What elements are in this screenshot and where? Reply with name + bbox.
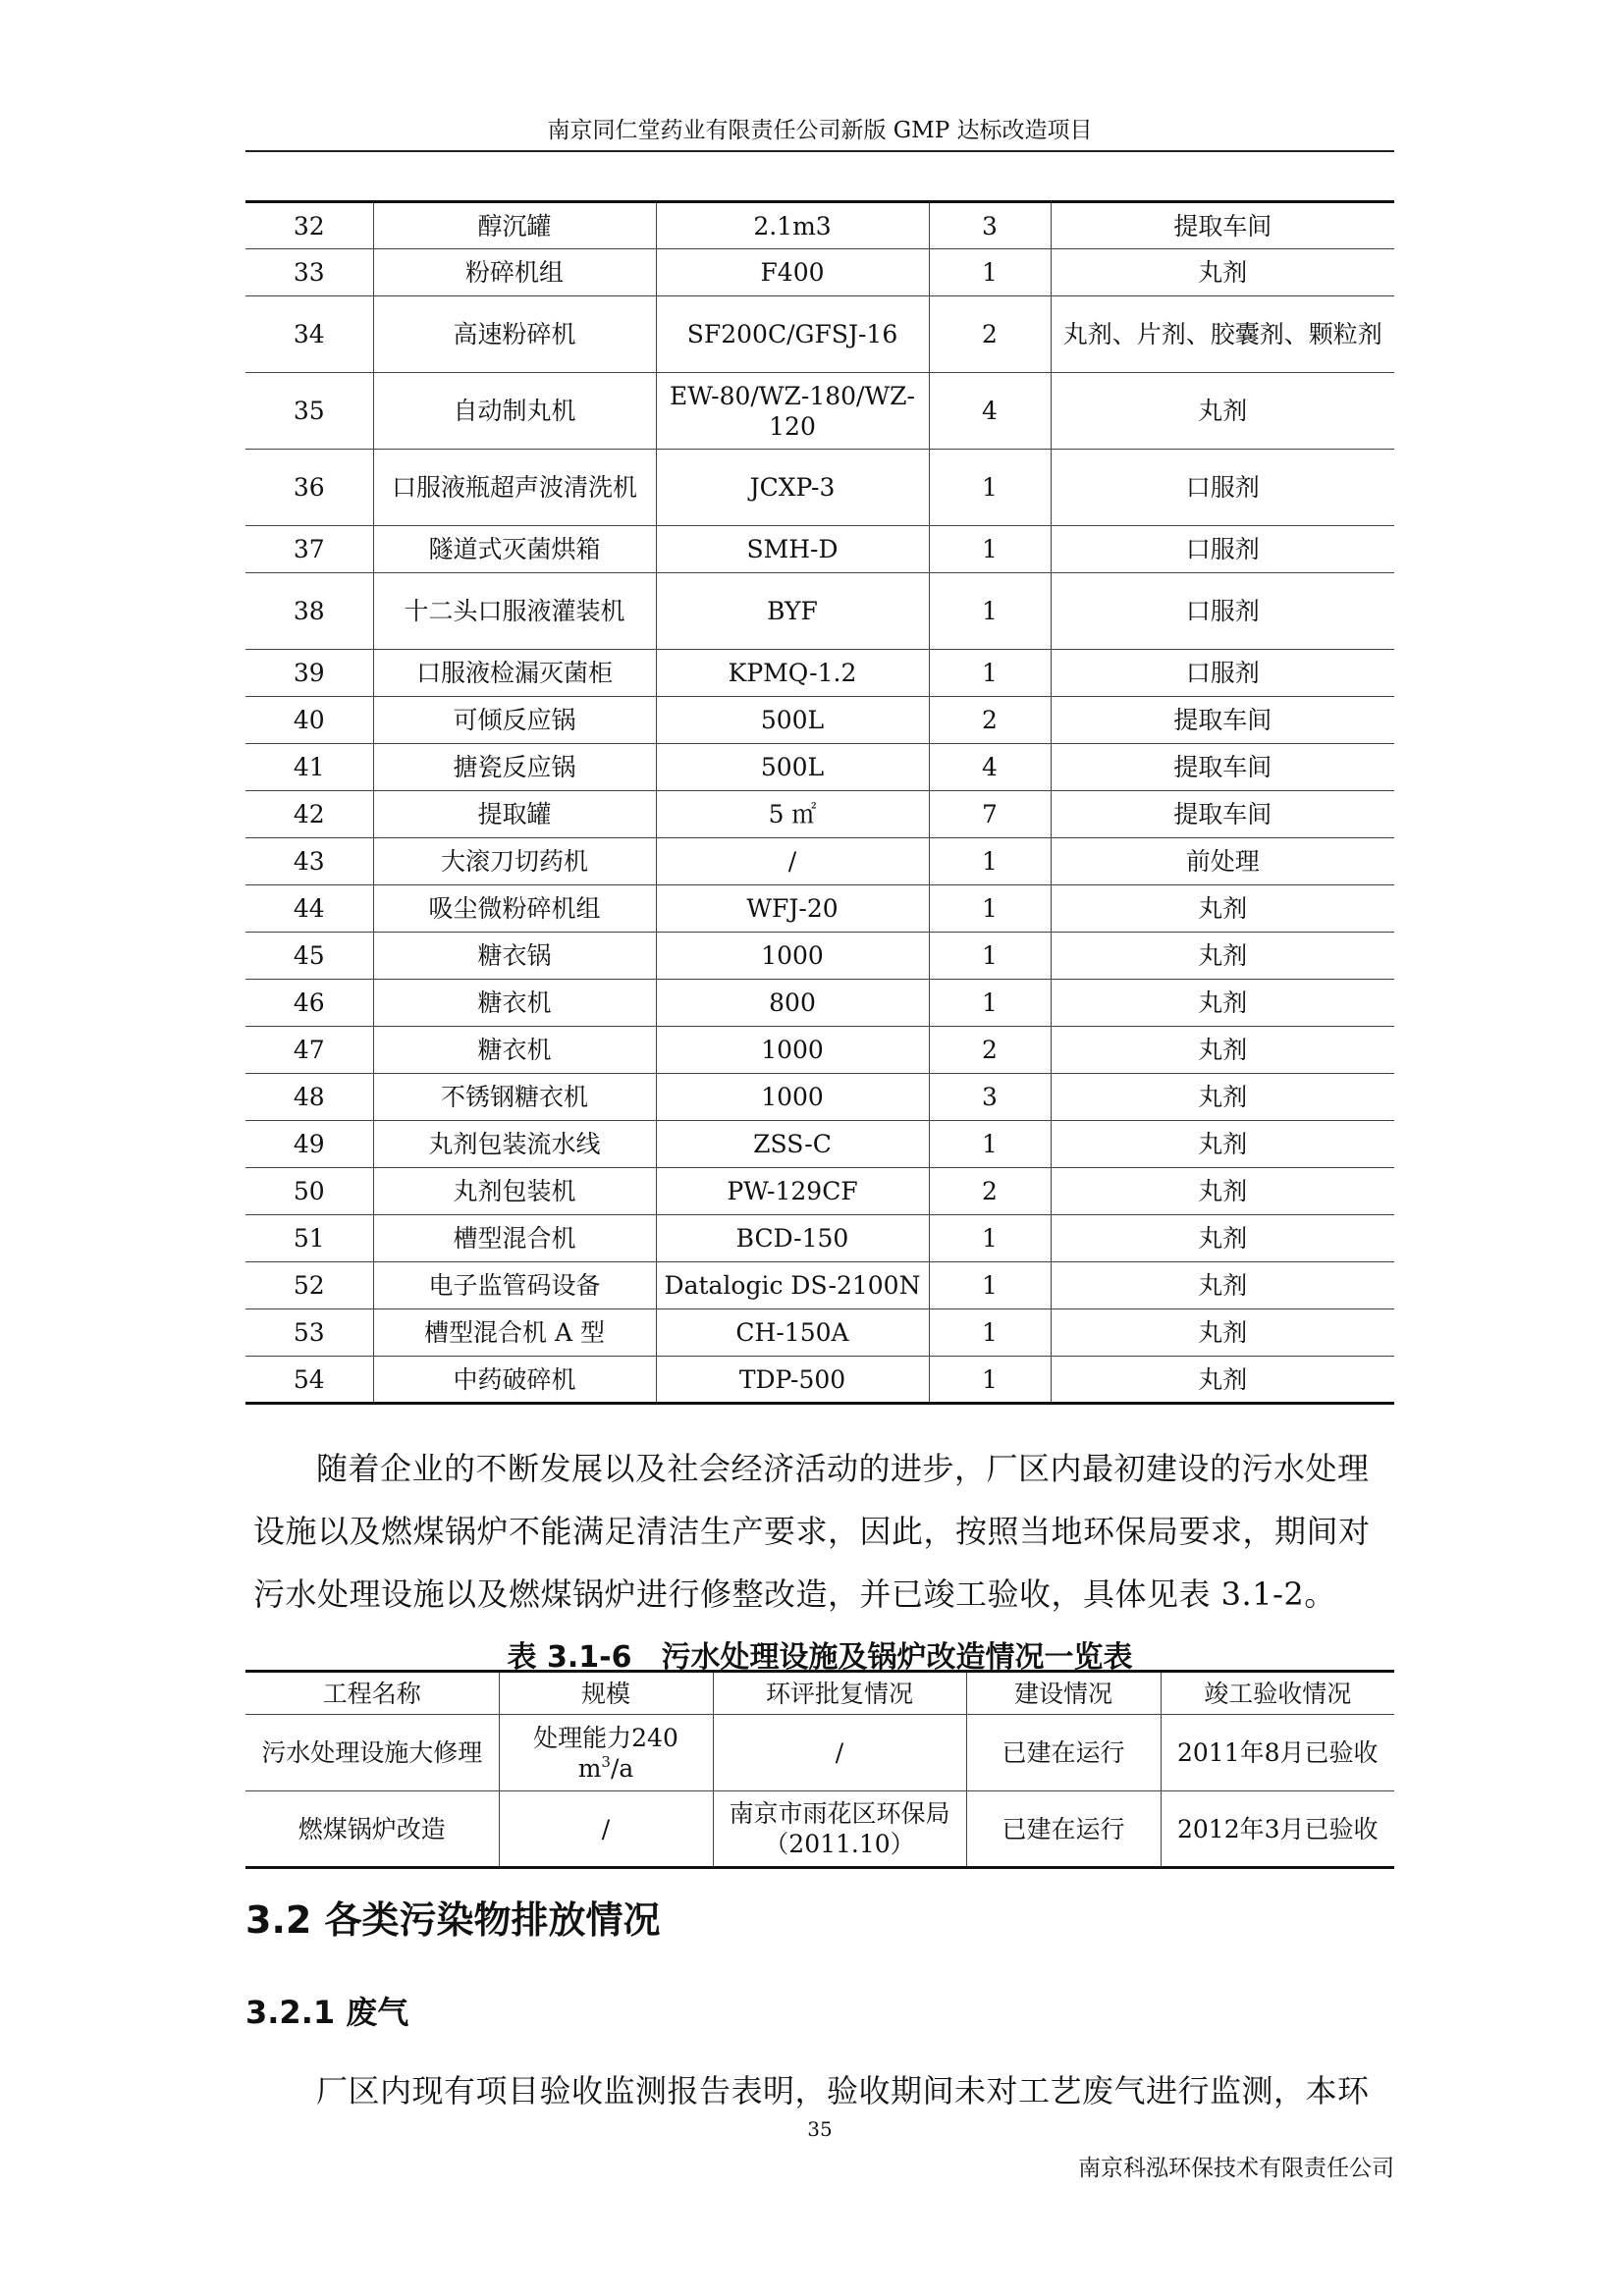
cell-equipment-name: 槽型混合机 — [373, 1215, 656, 1262]
cell-equipment-name: 口服液检漏灭菌柜 — [373, 650, 656, 697]
cell-quantity: 3 — [929, 202, 1051, 249]
cell-model: Datalogic DS-2100N — [656, 1262, 929, 1309]
cell-number: 41 — [245, 744, 373, 791]
table-row — [245, 249, 1394, 296]
cell-usage: 丸剂、片剂、胶囊剂、颗粒剂 — [1051, 296, 1394, 373]
cell-equipment-name: 大滚刀切药机 — [373, 838, 656, 885]
cell-number: 51 — [245, 1215, 373, 1262]
cell-model: 5 ㎡ — [656, 791, 929, 838]
cell-equipment-name: 粉碎机组 — [373, 249, 656, 296]
cell-eia-approval: 南京市雨花区环保局（2011.10） — [713, 1791, 966, 1868]
table-row — [245, 791, 1394, 838]
table-row — [245, 1074, 1394, 1121]
table-row — [245, 697, 1394, 744]
cell-number: 49 — [245, 1121, 373, 1168]
table-row — [245, 1309, 1394, 1357]
scale-capacity-text: 处理能力240 — [533, 1723, 678, 1752]
table-row — [245, 1027, 1394, 1074]
cell-number: 43 — [245, 838, 373, 885]
cell-quantity: 1 — [929, 450, 1051, 526]
cell-construction-status: 已建在运行 — [966, 1791, 1161, 1868]
cell-model: 1000 — [656, 933, 929, 980]
cell-equipment-name: 自动制丸机 — [373, 373, 656, 450]
cell-equipment-name: 提取罐 — [373, 791, 656, 838]
cell-equipment-name: 槽型混合机 A 型 — [373, 1309, 656, 1357]
cell-model: 1000 — [656, 1074, 929, 1121]
table-caption: 表 3.1-6 污水处理设施及锅炉改造情况一览表 — [507, 1640, 1133, 1675]
cell-number: 39 — [245, 650, 373, 697]
cell-usage: 提取车间 — [1051, 202, 1394, 249]
table-row — [245, 744, 1394, 791]
table-row — [245, 1215, 1394, 1262]
table-row — [245, 1715, 1394, 1791]
cell-quantity: 2 — [929, 1168, 1051, 1215]
cell-usage: 丸剂 — [1051, 1215, 1394, 1262]
cell-scale: / — [499, 1791, 713, 1868]
cell-model: KPMQ-1.2 — [656, 650, 929, 697]
cell-project-name: 污水处理设施大修理 — [245, 1715, 499, 1791]
cell-quantity: 3 — [929, 1074, 1051, 1121]
cell-usage: 提取车间 — [1051, 791, 1394, 838]
table-row — [245, 373, 1394, 450]
cell-quantity: 1 — [929, 1262, 1051, 1309]
cell-eia-approval: / — [713, 1715, 966, 1791]
cell-model: 2.1m3 — [656, 202, 929, 249]
page-header: 南京同仁堂药业有限责任公司新版 GMP 达标改造项目 — [547, 118, 1093, 143]
scale-unit-rest: /a — [610, 1753, 634, 1783]
cell-usage: 丸剂 — [1051, 1121, 1394, 1168]
cell-usage: 丸剂 — [1051, 885, 1394, 933]
cell-number: 53 — [245, 1309, 373, 1357]
cell-usage: 丸剂 — [1051, 933, 1394, 980]
header-project-name: 工程名称 — [245, 1672, 499, 1715]
cell-usage: 丸剂 — [1051, 373, 1394, 450]
cell-equipment-name: 口服液瓶超声波清洗机 — [373, 450, 656, 526]
table-row — [245, 573, 1394, 650]
cell-quantity: 4 — [929, 373, 1051, 450]
cell-equipment-name: 丸剂包装机 — [373, 1168, 656, 1215]
table-row — [245, 526, 1394, 573]
table-row — [245, 838, 1394, 885]
cell-usage: 丸剂 — [1051, 1357, 1394, 1404]
cell-model: BCD-150 — [656, 1215, 929, 1262]
cell-usage: 丸剂 — [1051, 1262, 1394, 1309]
cell-equipment-name: 高速粉碎机 — [373, 296, 656, 373]
cell-usage: 丸剂 — [1051, 1027, 1394, 1074]
cell-model: 800 — [656, 980, 929, 1027]
cell-number: 33 — [245, 249, 373, 296]
cell-model: F400 — [656, 249, 929, 296]
page-number: 35 — [807, 2117, 833, 2141]
cell-number: 36 — [245, 450, 373, 526]
cell-usage: 口服剂 — [1051, 450, 1394, 526]
cell-usage: 丸剂 — [1051, 249, 1394, 296]
cell-usage: 丸剂 — [1051, 1074, 1394, 1121]
cell-quantity: 1 — [929, 980, 1051, 1027]
cell-equipment-name: 糖衣机 — [373, 1027, 656, 1074]
cell-usage: 丸剂 — [1051, 1168, 1394, 1215]
cell-quantity: 1 — [929, 885, 1051, 933]
cell-quantity: 1 — [929, 249, 1051, 296]
table-row — [245, 1168, 1394, 1215]
cell-quantity: 2 — [929, 296, 1051, 373]
table-row — [245, 202, 1394, 249]
cell-model: TDP-500 — [656, 1357, 929, 1404]
cell-model: WFJ-20 — [656, 885, 929, 933]
table-row — [245, 980, 1394, 1027]
cell-usage: 前处理 — [1051, 838, 1394, 885]
equipment-table — [245, 200, 1394, 1405]
cell-usage: 提取车间 — [1051, 744, 1394, 791]
cell-model: ZSS-C — [656, 1121, 929, 1168]
table-row — [245, 1121, 1394, 1168]
cell-usage: 丸剂 — [1051, 1309, 1394, 1357]
cell-equipment-name: 中药破碎机 — [373, 1357, 656, 1404]
table-row — [245, 1791, 1394, 1868]
cell-number: 48 — [245, 1074, 373, 1121]
table-row — [245, 933, 1394, 980]
cell-equipment-name: 十二头口服液灌装机 — [373, 573, 656, 650]
cell-number: 37 — [245, 526, 373, 573]
footer-company: 南京科泓环保技术有限责任公司 — [1078, 2156, 1394, 2181]
cell-number: 54 — [245, 1357, 373, 1404]
cell-construction-status: 已建在运行 — [966, 1715, 1161, 1791]
scale-unit-base: m — [577, 1753, 602, 1783]
paragraph-waste-gas: 厂区内现有项目验收监测报告表明，验收期间未对工艺废气进行监测，本环 — [316, 2072, 1370, 2109]
cell-quantity: 4 — [929, 744, 1051, 791]
cell-quantity: 1 — [929, 573, 1051, 650]
cell-model: 500L — [656, 744, 929, 791]
header-rule — [245, 150, 1394, 152]
cell-number: 47 — [245, 1027, 373, 1074]
subsection-heading: 3.2.1 废气 — [245, 1994, 409, 2031]
cell-quantity: 1 — [929, 526, 1051, 573]
cell-equipment-name: 糖衣锅 — [373, 933, 656, 980]
cell-number: 42 — [245, 791, 373, 838]
cell-number: 46 — [245, 980, 373, 1027]
cell-equipment-name: 醇沉罐 — [373, 202, 656, 249]
cell-number: 34 — [245, 296, 373, 373]
cell-quantity: 1 — [929, 933, 1051, 980]
cell-equipment-name: 吸尘微粉碎机组 — [373, 885, 656, 933]
table-row — [245, 296, 1394, 373]
cell-quantity: 1 — [929, 1121, 1051, 1168]
cell-model: CH-150A — [656, 1309, 929, 1357]
cell-equipment-name: 电子监管码设备 — [373, 1262, 656, 1309]
cell-project-name: 燃煤锅炉改造 — [245, 1791, 499, 1868]
cell-acceptance-status: 2011年8月已验收 — [1161, 1715, 1394, 1791]
cell-model: EW-80/WZ-180/WZ-120 — [656, 373, 929, 450]
cell-model: SF200C/GFSJ-16 — [656, 296, 929, 373]
cell-number: 32 — [245, 202, 373, 249]
cell-number: 38 — [245, 573, 373, 650]
cell-equipment-name: 丸剂包装流水线 — [373, 1121, 656, 1168]
equipment-table-body — [245, 202, 1394, 1404]
cell-equipment-name: 搪瓷反应锅 — [373, 744, 656, 791]
scale-unit-exponent: 3 — [601, 1752, 611, 1771]
cell-usage: 提取车间 — [1051, 697, 1394, 744]
table-row — [245, 450, 1394, 526]
cell-quantity: 1 — [929, 650, 1051, 697]
cell-number: 44 — [245, 885, 373, 933]
cell-model: PW-129CF — [656, 1168, 929, 1215]
cell-usage: 丸剂 — [1051, 980, 1394, 1027]
section-heading: 3.2 各类污染物排放情况 — [245, 1898, 661, 1942]
cell-quantity: 1 — [929, 1309, 1051, 1357]
cell-quantity: 7 — [929, 791, 1051, 838]
cell-equipment-name: 不锈钢糖衣机 — [373, 1074, 656, 1121]
cell-usage: 口服剂 — [1051, 650, 1394, 697]
cell-model: / — [656, 838, 929, 885]
cell-number: 40 — [245, 697, 373, 744]
cell-model: SMH-D — [656, 526, 929, 573]
renovation-table-header-row — [245, 1672, 1394, 1715]
cell-model: JCXP-3 — [656, 450, 929, 526]
table-row — [245, 885, 1394, 933]
table-row — [245, 1262, 1394, 1309]
cell-equipment-name: 隧道式灭菌烘箱 — [373, 526, 656, 573]
cell-model: 1000 — [656, 1027, 929, 1074]
header-scale: 规模 — [499, 1672, 713, 1715]
cell-number: 35 — [245, 373, 373, 450]
paragraph-renovation: 随着企业的不断发展以及社会经济活动的进步，厂区内最初建设的污水处理设施以及燃煤锅炉不能满足清洁生产要求，因此，按照当地环保局要求，期间对污水处理设施以及燃煤锅炉进行修整改造，并已竣工验收，具体见表 3.1-2。 — [253, 1450, 1371, 1613]
header-construction-status: 建设情况 — [966, 1672, 1161, 1715]
cell-usage: 口服剂 — [1051, 526, 1394, 573]
cell-equipment-name: 糖衣机 — [373, 980, 656, 1027]
cell-model: BYF — [656, 573, 929, 650]
table-row — [245, 1357, 1394, 1404]
cell-quantity: 1 — [929, 838, 1051, 885]
cell-quantity: 1 — [929, 1215, 1051, 1262]
cell-usage: 口服剂 — [1051, 573, 1394, 650]
cell-number: 45 — [245, 933, 373, 980]
table-row — [245, 650, 1394, 697]
cell-number: 50 — [245, 1168, 373, 1215]
cell-acceptance-status: 2012年3月已验收 — [1161, 1791, 1394, 1868]
cell-quantity: 2 — [929, 697, 1051, 744]
cell-scale — [499, 1715, 713, 1791]
header-eia-approval: 环评批复情况 — [713, 1672, 966, 1715]
cell-quantity: 2 — [929, 1027, 1051, 1074]
renovation-table — [245, 1670, 1394, 1869]
header-acceptance-status: 竣工验收情况 — [1161, 1672, 1394, 1715]
cell-quantity: 1 — [929, 1357, 1051, 1404]
cell-equipment-name: 可倾反应锅 — [373, 697, 656, 744]
cell-number: 52 — [245, 1262, 373, 1309]
cell-model: 500L — [656, 697, 929, 744]
